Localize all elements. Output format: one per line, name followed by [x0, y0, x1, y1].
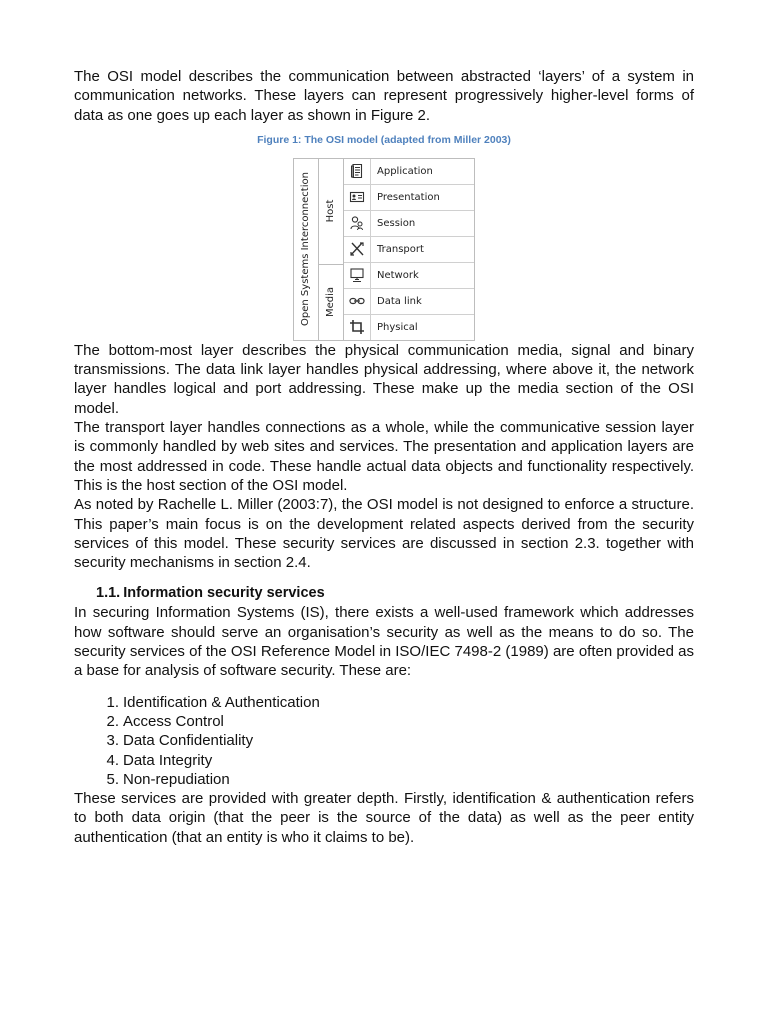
layer-label: Physical: [377, 321, 418, 333]
osi-diagram: [293, 158, 475, 341]
osi-vertical-label: Open Systems Interconnection: [300, 172, 311, 327]
media-group: [319, 265, 344, 340]
application-icon: [344, 159, 371, 184]
data-link-icon: [344, 289, 371, 314]
host-label: Host: [325, 200, 336, 223]
host-group: [319, 159, 344, 265]
layer-session: [344, 211, 474, 237]
media-label: Media: [325, 287, 336, 318]
list-text: Non-repudiation: [123, 770, 230, 788]
section-title: Information security services: [123, 585, 325, 602]
paragraph-bottom-layer: The bottom-most layer describes the physical communication media, signal and binary transmissions. The data link layer handles physical addressing, where above it, the network layer handles logical and port addressing. These make up the media section of the OSI model.: [74, 341, 694, 417]
services-list: [74, 693, 694, 789]
list-text: Data Integrity: [123, 751, 213, 769]
list-item: [74, 751, 694, 770]
paragraph-miller: As noted by Rachelle L. Miller (2003:7), the OSI model is not designed to enforce a structure. This paper’s main focus is on the development related aspects derived from the security services of this model. These security services are discussed in section 2.3. together with security mechanisms in section 2.4.: [74, 496, 694, 572]
list-number: 2.: [106, 712, 119, 730]
osi-figure: [74, 158, 694, 341]
layer-label: Application: [377, 165, 433, 177]
layer-label: Data link: [377, 295, 422, 307]
list-item: [74, 770, 694, 789]
list-number: 4.: [106, 751, 119, 769]
network-icon: [344, 263, 371, 288]
layer-label: Transport: [377, 243, 424, 255]
figure-caption: Figure 1: The OSI model (adapted from Miller 2003): [257, 133, 511, 146]
paragraph-securing: In securing Information Systems (IS), there exists a well-used framework which addresses how software should serve an organisation’s security as well as the means to do so. The security services of the OSI Reference Model in ISO/IEC 7498-2 (1989) are often provided as a base for analysis of software security. These are:: [74, 604, 694, 680]
paragraph-intro: The OSI model describes the communication between abstracted ‘layers’ of a system in communication networks. These layers can represent progressively higher-level forms of data as one goes up each layer as shown in Figure 2.: [74, 68, 694, 124]
list-item: [74, 731, 694, 750]
list-text: Access Control: [123, 712, 224, 730]
section-number: 1.1.: [96, 585, 121, 602]
document-body: [74, 67, 694, 847]
layer-label: Session: [377, 217, 416, 229]
list-text: Data Confidentiality: [123, 732, 254, 750]
list-number: 1.: [106, 693, 119, 711]
layer-physical: [344, 315, 474, 340]
layer-presentation: [344, 185, 474, 211]
presentation-icon: [344, 185, 371, 210]
osi-column: [294, 159, 319, 340]
list-item: [74, 712, 694, 731]
paragraph-transport: The transport layer handles connections as a whole, while the communicative session layer is commonly handled by web sites and services. The presentation and application layers are the most addressed in code. These handle actual data objects and functionality respectively. This is the host section of the OSI model.: [74, 419, 694, 494]
layer-label: Presentation: [377, 191, 440, 203]
list-item: [74, 693, 694, 712]
layer-data-link: [344, 289, 474, 315]
layer-network: [344, 263, 474, 289]
session-icon: [344, 211, 371, 236]
layer-transport: [344, 237, 474, 263]
physical-icon: [344, 315, 371, 340]
section-heading: [96, 584, 694, 603]
paragraph-depth: These services are provided with greater depth. Firstly, identification & authentication refers to both data origin (that the peer is the source of the data) as well as the peer entity authentication (that an entity is who it claims to be).: [74, 790, 694, 846]
list-text: Identification & Authentication: [123, 693, 320, 711]
layer-application: [344, 159, 474, 185]
list-number: 5.: [106, 770, 119, 788]
layer-label: Network: [377, 269, 419, 281]
transport-icon: [344, 237, 371, 262]
list-number: 3.: [106, 732, 119, 750]
